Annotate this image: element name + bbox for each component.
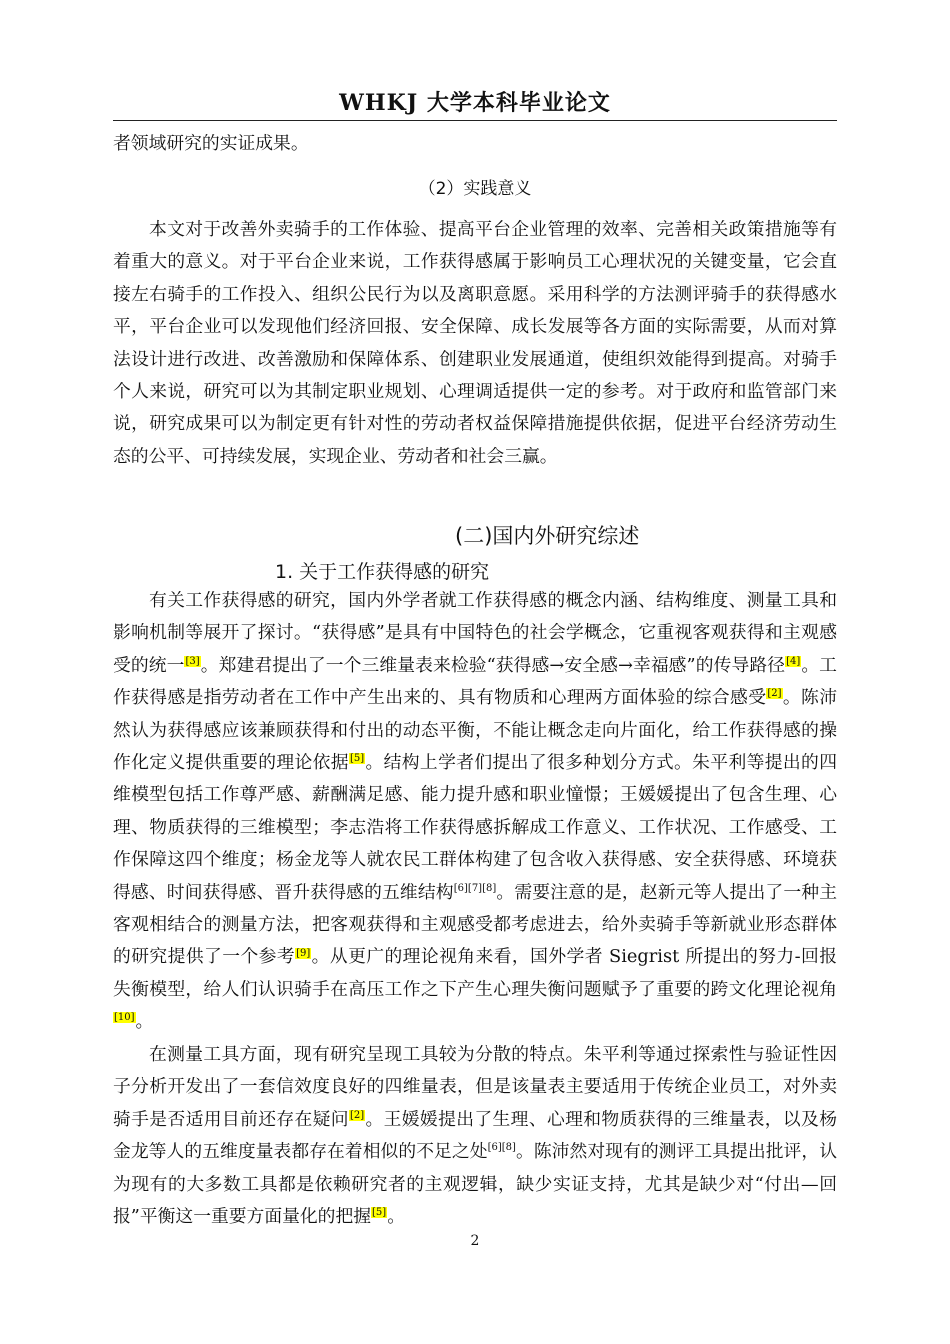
review-text-4: 。陈沛然认为获得感应该兼顾获得和付出的动态平衡，不能让概念走向片面化，给工作获得感的操作化定义提供重要的理论依据: [113, 687, 837, 774]
citation-6-8: [6][8]: [487, 1142, 516, 1154]
citation-3: [3]: [185, 655, 200, 667]
citation-9: [9]: [296, 947, 311, 959]
subsection-heading: 1. 关于工作获得感的研究: [275, 561, 490, 583]
tools-text-2: 。王媛媛提出了生理、心理和物质获得的三维量表，以及杨金龙等人的五维度量表都存在着相似的不足之处: [113, 1108, 837, 1163]
review-text-1: 有关工作获得感的研究，国内外学者就工作获得感的概念内涵、结构维度、测量工具和影响机制等展开了探讨。“获得感”是具有中国特色的社会学概念，它重视客观获得和主观感受的统一: [113, 590, 837, 676]
measurement-tools-paragraph: [113, 1039, 837, 1233]
review-text-2: 。郑建君提出了一个三维量表来检验“获得感→安全感→幸福感”的传导路径: [200, 654, 786, 676]
tools-text-3: 。陈沛然对现有的测评工具提出批评，认为现有的大多数工具都是依赖研究者的主观逻辑，缺少实证支持，尤其是缺少对“付出—回报”平衡这一重要方面量化的把握: [113, 1141, 837, 1228]
review-text-3: 。工作获得感是指劳动者在工作中产生出来的、具有物质和心理两方面体验的综合感受: [113, 654, 837, 709]
literature-review-paragraph: [113, 585, 837, 1039]
section-heading: (二)国内外研究综述: [455, 524, 640, 548]
review-text-6: 。需要注意的是，赵新元等人提出了一种主客观相结合的测量方法，把客观获得和主观感受都考虑进去，给外卖骑手等新就业形态群体的研究提供了一个参考: [113, 881, 837, 968]
page-header: [113, 86, 837, 121]
citation-6-7-8: [6][7][8]: [453, 882, 497, 894]
review-text-8: 。: [135, 1011, 154, 1033]
citation-5b: [5]: [372, 1207, 387, 1219]
tools-text-1: 在测量工具方面，现有研究呈现工具较为分散的特点。朱平利等通过探索性与验证性因子分析开发出了一套信效度良好的四维量表，但是该量表主要适用于传统企业员工，对外卖骑手是否适用目前还存在疑问: [113, 1044, 837, 1130]
page-number: 2: [470, 1233, 480, 1249]
citation-2b: [2]: [349, 1109, 365, 1121]
intro-paragraph: 者领域研究的实证成果。: [113, 133, 309, 154]
review-text-5: 。结构上学者们提出了很多种划分方式。朱平利等提出的四维模型包括工作尊严感、薪酬满足感、能力提升感和职业憧憬；王媛媛提出了包含生理、心理、物质获得的三维模型；李志浩将工作获得感拆解成工作意义、工作状况、工作感受、工作保障这四个维度；杨金龙等人就农民工群体构建了包含收入获得感、安全获得感、环境获得感、时间获得感、晋升获得感的五维结构: [113, 752, 837, 903]
citation-2: [2]: [767, 688, 782, 700]
tools-text-4: 。: [387, 1206, 405, 1228]
practical-significance-heading: （2）实践意义: [418, 179, 532, 199]
practical-significance-paragraph: 本文对于改善外卖骑手的工作体验、提高平台企业管理的效率、完善相关政策措施等有着重大的意义。对于平台企业来说，工作获得感属于影响员工心理状况的关键变量，它会直接左右骑手的工作投入、组织公民行为以及离职意愿。采用科学的方法测评骑手的获得感水平，平台企业可以发现他们经济回报、安全保障、成长发展等各方面的实际需要，从而对算法设计进行改进、改善激励和保障体系、创建职业发展通道，使组织效能得到提高。对骑手个人来说，研究可以为其制定职业规划、心理调适提供一定的参考。对于政府和监管部门来说，研究成果可以为制定更有针对性的劳动者权益保障措施提供依据，促进平台经济劳动生态的公平、可持续发展，实现企业、劳动者和社会三赢。: [113, 219, 837, 467]
citation-10: [10]: [114, 1012, 135, 1024]
citation-5: [5]: [349, 753, 365, 765]
header-title: WHKJ 大学本科毕业论文: [339, 90, 611, 116]
citation-4: [4]: [786, 655, 801, 667]
review-text-7: 。从更广的理论视角来看，国外学者 Siegrist 所提出的努力-回报失衡模型，给人们认识骑手在高压工作之下产生心理失衡问题赋予了重要的跨文化理论视角: [113, 946, 837, 1000]
